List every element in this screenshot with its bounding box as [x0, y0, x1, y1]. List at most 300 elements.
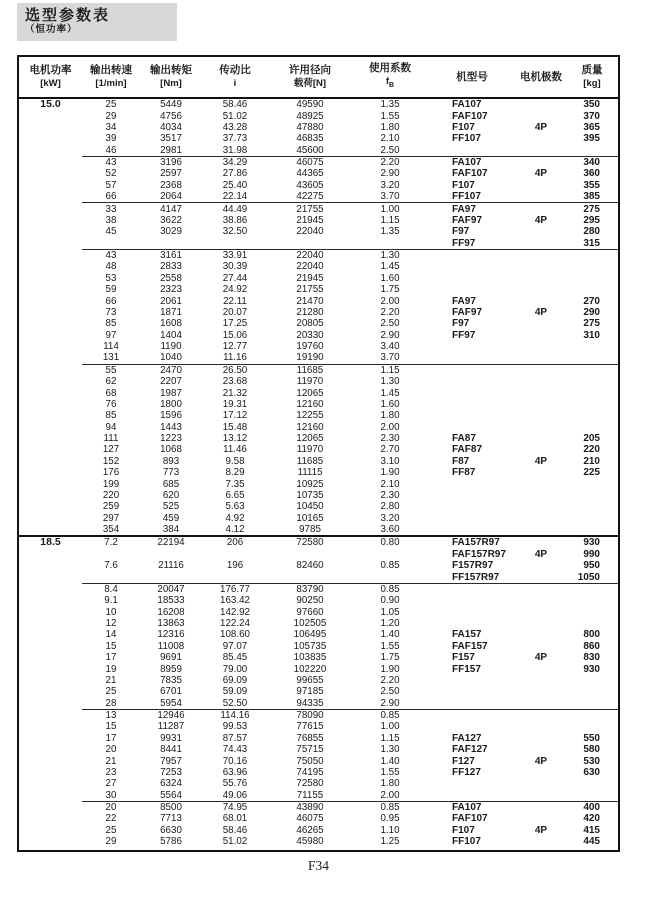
cell-output-speed: 28: [105, 697, 117, 709]
cell-output-torque: 2597: [160, 168, 182, 180]
cell-model: FAF107: [452, 110, 488, 122]
table-row: [19, 215, 618, 226]
cell-mass: 355: [583, 179, 600, 191]
cell-output-speed: 62: [105, 376, 117, 388]
cell-radial-load: 75050: [296, 755, 324, 767]
table-row: [19, 802, 618, 813]
cell-output-speed: 9.1: [104, 595, 118, 607]
cell-model: F107: [452, 179, 475, 191]
page-subtitle: （恒功率）: [25, 24, 78, 35]
cell-poles: 4P: [534, 455, 548, 467]
cell-ratio: 85.45: [222, 652, 248, 664]
cell-output-torque: 2833: [160, 261, 182, 273]
table-row: [19, 663, 618, 674]
cell-radial-load: 20330: [296, 329, 324, 341]
cell-output-torque: 4756: [160, 110, 182, 122]
cell-service-factor: 2.70: [380, 444, 400, 456]
cell-service-factor: 1.20: [380, 618, 400, 630]
cell-service-factor: 1.45: [380, 387, 400, 399]
cell-ratio: 11.46: [223, 444, 247, 456]
header-poles: 电机极数: [520, 70, 562, 83]
table-row: [19, 110, 618, 121]
table-row: [19, 365, 618, 376]
cell-radial-load: 45980: [296, 836, 324, 848]
cell-model: F97: [452, 226, 470, 238]
table-row: [19, 641, 618, 652]
cell-ratio: 163.42: [220, 595, 250, 607]
cell-service-factor: 0.85: [380, 710, 400, 722]
cell-radial-load: 105735: [293, 640, 327, 652]
cell-service-factor: 1.40: [380, 629, 400, 641]
cell-output-speed: 46: [105, 144, 117, 156]
cell-mass: 210: [583, 455, 600, 467]
cell-output-torque: 3029: [160, 226, 182, 238]
cell-output-torque: 3196: [160, 157, 182, 169]
cell-motor-power: 15.0: [40, 98, 61, 111]
cell-mass: 270: [583, 295, 600, 307]
cell-output-torque: 1608: [160, 318, 182, 330]
cell-radial-load: 12160: [296, 398, 324, 410]
table-row: [19, 813, 618, 824]
page-title: 选型参数表: [25, 7, 111, 24]
cell-output-torque: 2558: [160, 272, 182, 284]
cell-mass: 360: [583, 168, 600, 180]
cell-ratio: 51.02: [222, 836, 248, 848]
cell-output-speed: 43: [105, 157, 117, 169]
table-body: [19, 99, 618, 850]
cell-service-factor: 2.30: [380, 433, 400, 445]
table-row: [19, 733, 618, 744]
cell-ratio: 70.16: [222, 755, 248, 767]
cell-output-speed: 53: [105, 272, 117, 284]
cell-ratio: 99.53: [222, 721, 248, 733]
cell-service-factor: 3.10: [380, 455, 400, 467]
cell-output-torque: 7713: [160, 813, 182, 825]
cell-radial-load: 10165: [296, 512, 324, 524]
cell-mass: 290: [583, 306, 600, 318]
cell-mass: 630: [583, 766, 600, 778]
header-output-torque: 输出转矩 [Nm]: [150, 64, 192, 89]
cell-output-speed: 127: [102, 444, 120, 456]
cell-mass: 580: [583, 744, 600, 756]
table-row: [19, 686, 618, 697]
cell-mass: 365: [583, 121, 600, 133]
cell-poles: 4P: [534, 548, 548, 560]
cell-ratio: 59.09: [222, 686, 248, 698]
cell-model: FAF127: [452, 744, 488, 756]
table-row: [19, 607, 618, 618]
header-service-factor: 使用系数 $f_B$: [369, 62, 411, 89]
cell-mass: 385: [583, 191, 600, 203]
cell-radial-load: 94335: [296, 697, 324, 709]
cell-output-speed: 111: [103, 433, 119, 445]
cell-radial-load: 72580: [296, 778, 324, 790]
cell-output-speed: 39: [105, 133, 117, 145]
cell-output-torque: 2981: [160, 144, 182, 156]
cell-ratio: 74.95: [222, 802, 248, 814]
cell-radial-load: 12065: [296, 433, 324, 445]
cell-output-speed: 66: [105, 191, 117, 203]
cell-radial-load: 9785: [299, 524, 321, 536]
cell-output-torque: 1223: [160, 433, 182, 445]
table-row: [19, 537, 618, 548]
cell-radial-load: 11685: [296, 364, 324, 376]
header-model: 机型号: [456, 70, 488, 83]
cell-model: F87: [452, 455, 470, 467]
cell-service-factor: 1.30: [380, 250, 400, 262]
cell-radial-load: 102220: [293, 663, 327, 675]
cell-output-speed: 25: [105, 99, 117, 111]
cell-service-factor: 0.95: [380, 813, 400, 825]
cell-radial-load: 20805: [296, 318, 324, 330]
cell-output-torque: 12946: [157, 710, 185, 722]
cell-mass: 550: [583, 732, 600, 744]
table-row: [19, 387, 618, 398]
cell-service-factor: 3.60: [380, 524, 400, 536]
cell-model: FF87: [452, 467, 476, 479]
cell-ratio: 13.12: [222, 433, 248, 445]
cell-output-torque: 525: [162, 501, 180, 513]
cell-radial-load: 82460: [296, 560, 324, 572]
cell-output-speed: 85: [105, 410, 117, 422]
cell-output-torque: 6701: [160, 686, 182, 698]
cell-service-factor: 1.90: [380, 467, 400, 479]
table-row: [19, 478, 618, 489]
cell-ratio: 22.14: [222, 191, 248, 203]
cell-output-speed: 114: [103, 341, 119, 353]
table-row: [19, 467, 618, 478]
cell-ratio: 196: [226, 560, 244, 572]
cell-ratio: 17.12: [222, 410, 248, 422]
table-row: [19, 513, 618, 524]
cell-radial-load: 102505: [293, 618, 327, 630]
cell-model: FAF97: [452, 214, 483, 226]
cell-model: FF107: [452, 133, 481, 145]
cell-service-factor: 1.75: [380, 284, 400, 296]
table-row: [19, 629, 618, 640]
table-row: [19, 549, 618, 560]
table-row: [19, 261, 618, 272]
cell-ratio: 87.57: [222, 732, 248, 744]
cell-poles: 4P: [534, 824, 548, 836]
cell-radial-load: 47880: [296, 121, 324, 133]
cell-service-factor: 1.00: [380, 721, 400, 733]
cell-output-torque: 2368: [160, 179, 182, 191]
cell-ratio: 79.00: [222, 663, 248, 675]
cell-output-torque: 18533: [157, 595, 185, 607]
cell-ratio: 33.91: [222, 250, 248, 262]
table-row: [19, 767, 618, 778]
cell-output-torque: 2207: [160, 376, 182, 388]
cell-service-factor: 2.50: [380, 686, 400, 698]
cell-output-speed: 199: [102, 478, 120, 490]
cell-model: FA97: [452, 295, 476, 307]
cell-output-torque: 20047: [157, 583, 185, 595]
cell-radial-load: 42275: [296, 191, 324, 203]
cell-output-speed: 68: [105, 387, 117, 399]
cell-mass: 275: [583, 203, 600, 215]
cell-service-factor: 0.85: [380, 560, 400, 572]
cell-poles: 4P: [534, 168, 548, 180]
cell-service-factor: 1.25: [380, 836, 400, 848]
cell-model: FF97: [452, 237, 476, 249]
cell-ratio: 55.76: [222, 778, 248, 790]
table-row: [19, 456, 618, 467]
cell-mass: 860: [583, 640, 600, 652]
cell-radial-load: 46265: [296, 824, 324, 836]
cell-output-speed: 354: [102, 524, 120, 536]
table-row: [19, 250, 618, 261]
cell-output-torque: 16208: [157, 606, 185, 618]
cell-model: F157R97: [452, 560, 494, 572]
table-row: [19, 157, 618, 168]
table-row: [19, 444, 618, 455]
cell-output-speed: 15: [105, 640, 117, 652]
cell-radial-load: 11115: [297, 467, 323, 479]
cell-ratio: 51.02: [222, 110, 248, 122]
cell-output-speed: 17: [105, 732, 117, 744]
cell-output-torque: 5449: [160, 99, 182, 111]
table-row: [19, 133, 618, 144]
table-row: [19, 778, 618, 789]
cell-output-torque: 4147: [160, 203, 182, 215]
cell-output-speed: 29: [105, 110, 117, 122]
cell-output-speed: 30: [105, 789, 117, 801]
cell-ratio: 15.06: [222, 329, 248, 341]
cell-ratio: 11.16: [223, 352, 247, 364]
cell-service-factor: 3.20: [380, 512, 400, 524]
cell-output-torque: 11008: [157, 640, 185, 652]
table-row: [19, 180, 618, 191]
cell-service-factor: 1.55: [380, 766, 400, 778]
table-row: [19, 652, 618, 663]
cell-service-factor: 0.80: [380, 537, 400, 549]
cell-output-speed: 29: [105, 836, 117, 848]
cell-model: FF97: [452, 329, 476, 341]
table-row: [19, 122, 618, 133]
table-row: [19, 755, 618, 766]
cell-mass: 930: [583, 537, 600, 549]
cell-model: F107: [452, 824, 475, 836]
cell-mass: 800: [583, 629, 600, 641]
cell-ratio: 122.24: [220, 618, 250, 630]
cell-mass: 315: [583, 237, 600, 249]
table-row: [19, 825, 618, 836]
cell-model: FA107: [452, 802, 482, 814]
page-number: F34: [307, 858, 329, 873]
cell-output-speed: 52: [105, 168, 117, 180]
cell-output-speed: 33: [105, 203, 117, 215]
table-row: [19, 571, 618, 582]
cell-ratio: 32.50: [222, 226, 248, 238]
cell-output-torque: 5564: [160, 789, 182, 801]
cell-output-torque: 1443: [160, 421, 182, 433]
cell-output-torque: 2061: [160, 295, 182, 307]
cell-output-torque: 6630: [160, 824, 182, 836]
table-row: [19, 238, 618, 249]
cell-service-factor: 2.00: [380, 295, 400, 307]
cell-output-torque: 8441: [160, 744, 182, 756]
cell-model: FA127: [452, 732, 482, 744]
cell-model: F127: [452, 755, 475, 767]
cell-model: FAF157R97: [452, 548, 506, 560]
cell-output-speed: 38: [105, 214, 117, 226]
table-row: [19, 490, 618, 501]
cell-service-factor: 1.80: [380, 778, 400, 790]
cell-output-speed: 25: [105, 824, 117, 836]
table-row: [19, 203, 618, 214]
cell-output-speed: 12: [105, 618, 117, 630]
cell-output-torque: 3161: [160, 250, 182, 262]
selection-parameter-table: [17, 55, 620, 852]
cell-output-speed: 14: [105, 629, 117, 641]
cell-output-torque: 12316: [157, 629, 185, 641]
table-row: [19, 560, 618, 571]
cell-output-torque: 6324: [160, 778, 182, 790]
cell-service-factor: 2.90: [380, 329, 400, 341]
cell-ratio: 5.63: [225, 501, 245, 513]
cell-radial-load: 74195: [296, 766, 324, 778]
table-row: [19, 698, 618, 709]
cell-radial-load: 21280: [296, 306, 324, 318]
cell-radial-load: 10925: [296, 478, 324, 490]
cell-radial-load: 72580: [296, 537, 324, 549]
cell-radial-load: 43605: [296, 179, 324, 191]
cell-ratio: 31.98: [222, 144, 248, 156]
cell-ratio: 21.32: [222, 387, 248, 399]
cell-ratio: 19.31: [222, 398, 248, 410]
cell-ratio: 27.86: [222, 168, 248, 180]
cell-output-speed: 27: [105, 778, 117, 790]
cell-mass: 990: [583, 548, 600, 560]
cell-output-speed: 55: [105, 364, 117, 376]
cell-radial-load: 48925: [296, 110, 324, 122]
table-row: [19, 318, 618, 329]
cell-mass: 370: [583, 110, 600, 122]
cell-model: FAF97: [452, 306, 483, 318]
cell-output-torque: 3622: [160, 214, 182, 226]
cell-service-factor: 2.80: [380, 501, 400, 513]
table-header-row: [19, 57, 618, 99]
cell-service-factor: 3.70: [380, 352, 400, 364]
cell-output-speed: 23: [105, 766, 117, 778]
cell-model: FF107: [452, 836, 481, 848]
cell-radial-load: 11970: [296, 376, 324, 388]
table-row: [19, 422, 618, 433]
cell-output-torque: 1040: [160, 352, 182, 364]
cell-output-torque: 2064: [160, 191, 182, 203]
table-row: [19, 341, 618, 352]
cell-ratio: 108.60: [220, 629, 250, 641]
cell-model: FAF107: [452, 813, 488, 825]
cell-service-factor: 1.45: [380, 261, 400, 273]
cell-service-factor: 3.40: [380, 341, 400, 353]
cell-output-speed: 21: [105, 755, 117, 767]
cell-service-factor: 3.70: [380, 191, 400, 203]
cell-service-factor: 3.20: [380, 179, 400, 191]
cell-service-factor: 0.90: [380, 595, 400, 607]
table-row: [19, 376, 618, 387]
header-output-speed: 输出转速 [1/min]: [90, 64, 132, 89]
cell-ratio: 9.58: [225, 455, 245, 467]
cell-output-speed: 20: [105, 802, 117, 814]
cell-ratio: 24.92: [222, 284, 248, 296]
cell-poles: 4P: [534, 121, 548, 133]
cell-output-torque: 1871: [160, 306, 182, 318]
cell-mass: 225: [583, 467, 600, 479]
cell-output-speed: 97: [105, 329, 117, 341]
cell-ratio: 17.25: [222, 318, 248, 330]
cell-service-factor: 2.90: [380, 168, 400, 180]
cell-mass: 275: [583, 318, 600, 330]
cell-output-speed: 259: [102, 501, 120, 513]
cell-poles: 4P: [534, 652, 548, 664]
cell-ratio: 44.49: [222, 203, 248, 215]
table-row: [19, 836, 618, 847]
cell-radial-load: 83790: [296, 583, 324, 595]
cell-output-speed: 85: [105, 318, 117, 330]
cell-output-speed: 73: [105, 306, 117, 318]
cell-mass: 950: [583, 560, 600, 572]
cell-ratio: 63.96: [222, 766, 248, 778]
cell-poles: 4P: [534, 306, 548, 318]
cell-radial-load: 12160: [296, 421, 324, 433]
cell-service-factor: 1.05: [380, 606, 400, 618]
cell-ratio: 58.46: [222, 824, 248, 836]
cell-service-factor: 1.35: [380, 226, 400, 238]
cell-service-factor: 1.75: [380, 652, 400, 664]
cell-output-speed: 25: [105, 686, 117, 698]
cell-output-speed: 297: [102, 512, 120, 524]
cell-mass: 280: [583, 226, 600, 238]
cell-output-torque: 685: [162, 478, 180, 490]
cell-ratio: 26.50: [222, 364, 248, 376]
cell-mass: 1050: [577, 571, 600, 583]
cell-output-torque: 5954: [160, 697, 182, 709]
cell-ratio: 52.50: [222, 697, 248, 709]
cell-service-factor: 1.30: [380, 376, 400, 388]
cell-model: FA157R97: [452, 537, 500, 549]
cell-ratio: 176.77: [220, 583, 250, 595]
cell-service-factor: 1.80: [380, 121, 400, 133]
cell-ratio: 206: [226, 537, 244, 549]
cell-output-speed: 34: [105, 121, 117, 133]
table-row: [19, 284, 618, 295]
cell-service-factor: 2.90: [380, 697, 400, 709]
cell-output-speed: 10: [105, 606, 117, 618]
power-section: [19, 535, 618, 847]
cell-output-torque: 9691: [160, 652, 182, 664]
cell-service-factor: 1.90: [380, 663, 400, 675]
table-row: [19, 191, 618, 202]
cell-model: FAF87: [452, 444, 483, 456]
cell-output-torque: 1068: [160, 444, 182, 456]
cell-radial-load: 21470: [296, 295, 324, 307]
cell-output-torque: 893: [162, 455, 180, 467]
cell-ratio: 15.48: [222, 421, 248, 433]
cell-output-torque: 7957: [160, 755, 182, 767]
cell-mass: 350: [583, 99, 600, 111]
cell-output-torque: 8959: [160, 663, 182, 675]
cell-poles: 4P: [534, 214, 548, 226]
cell-output-torque: 459: [162, 512, 180, 524]
cell-radial-load: 90250: [296, 595, 324, 607]
table-row: [19, 145, 618, 156]
cell-radial-load: 45600: [296, 144, 324, 156]
table-row: [19, 295, 618, 306]
cell-ratio: 7.35: [225, 478, 245, 490]
cell-service-factor: 2.20: [380, 157, 400, 169]
